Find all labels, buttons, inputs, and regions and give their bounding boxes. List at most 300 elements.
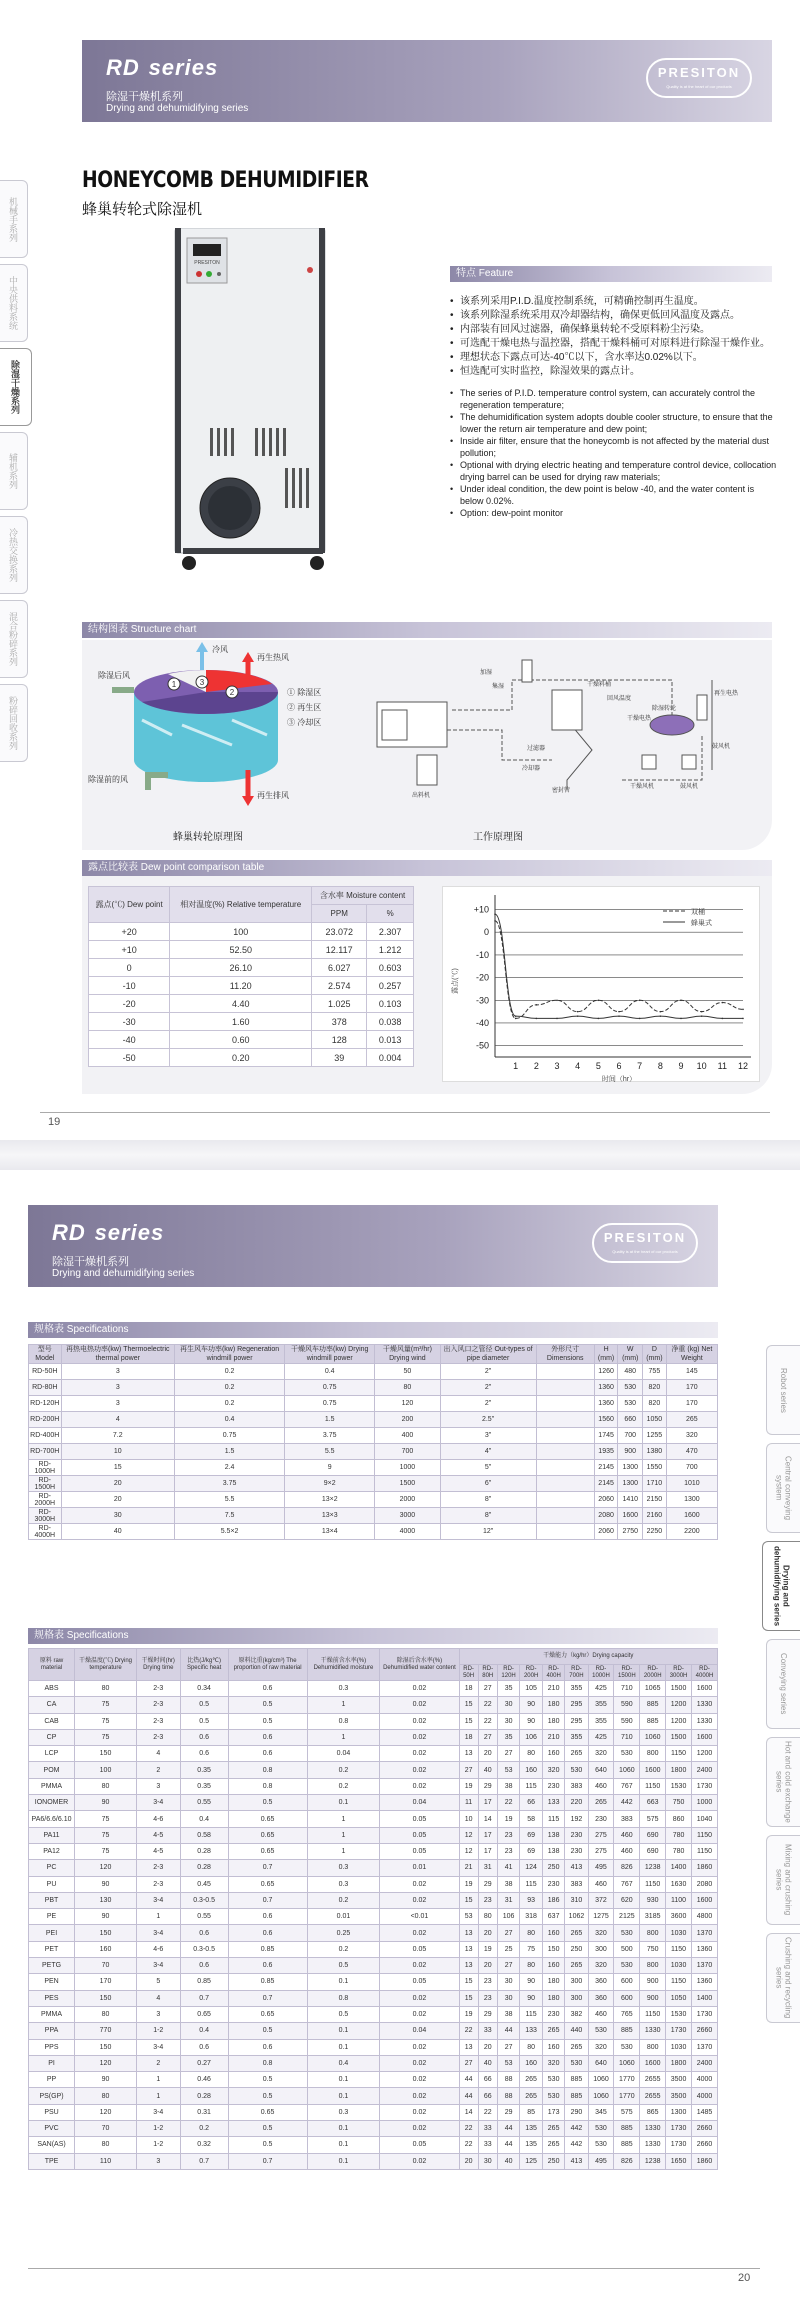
- spec-cell: 2080: [594, 1508, 618, 1524]
- mat-cell: 0.6: [228, 1909, 307, 1925]
- side-tab-drying-en[interactable]: Drying and dehumidifying series: [762, 1541, 800, 1631]
- mat-row: [29, 1746, 718, 1762]
- mat-cell: 150: [542, 1941, 565, 1957]
- mat-cell: 2655: [640, 2088, 666, 2104]
- feature-en-3: • Inside air filter, ensure that the honeycomb is not affected by the material dust pollution;: [450, 435, 780, 459]
- spec-cell: [536, 1460, 594, 1476]
- mat-cell: 44: [497, 2121, 520, 2137]
- dew-point-chart-svg: [443, 887, 761, 1083]
- mat-cell: 0.5: [228, 2121, 307, 2137]
- dew-row: [89, 1013, 414, 1031]
- dew-cell: -10: [89, 977, 170, 995]
- mat-cell: 21: [459, 1860, 478, 1876]
- mat-cell: 138: [542, 1827, 565, 1843]
- mat-model-header: RD-2000H: [640, 1665, 666, 1681]
- mat-cell: 85: [520, 2104, 543, 2120]
- mat-model-header: RD-3000H: [666, 1665, 692, 1681]
- flow-label-12: 鼓风机: [712, 744, 731, 750]
- spec-cell: 2000: [375, 1492, 440, 1508]
- data-point-s1: [701, 1011, 703, 1013]
- mat-cell: 1800: [666, 2055, 692, 2071]
- mat-cell: 0.65: [228, 2104, 307, 2120]
- mat-cell: 495: [588, 2153, 614, 2169]
- mat-cell: 2660: [691, 2137, 717, 2153]
- mat-cell: 210: [542, 1729, 565, 1745]
- side-tab-crushing-en[interactable]: Crushing and recycling series: [766, 1933, 800, 2023]
- mat-cell: PBT: [29, 1892, 75, 1908]
- mat-cell: 30: [497, 1990, 520, 2006]
- mat-cell: 750: [640, 1941, 666, 1957]
- mat-cell: 1600: [691, 1892, 717, 1908]
- side-tab-robot-en[interactable]: Robot series: [766, 1345, 800, 1435]
- feature-en-2: • The dehumidification system adopts double cooler structure, to ensure that the lower the return air temperature and dew point;: [450, 411, 780, 435]
- mat-cell: 590: [614, 1713, 640, 1729]
- mat-cell: 900: [640, 1990, 666, 2006]
- mat-cell: 106: [497, 1909, 520, 1925]
- brand-name-2: PRESITON: [603, 1230, 687, 1245]
- mat-cell: 192: [565, 1811, 588, 1827]
- data-point-s2: [742, 1018, 744, 1020]
- mat-cell: 180: [542, 1990, 565, 2006]
- mat-cell: 1150: [666, 1974, 692, 1990]
- mat-cell: 0.65: [228, 1843, 307, 1859]
- dew-cell: +20: [89, 923, 170, 941]
- mat-cell: 0.02: [380, 1990, 459, 2006]
- mat-cell: 120: [75, 2104, 137, 2120]
- spec-cell: 120: [375, 1396, 440, 1412]
- mat-cell: 885: [565, 2072, 588, 2088]
- spec-cell: 1935: [594, 1444, 618, 1460]
- mat-cell: 800: [640, 1958, 666, 1974]
- mat-model-header: RD-200H: [520, 1665, 543, 1681]
- mat-model-header: RD-400H: [542, 1665, 565, 1681]
- dew-cell: 2.574: [312, 977, 367, 995]
- mat-cell: PET: [29, 1941, 75, 1957]
- flow-label-8: 除湿转轮: [652, 706, 677, 712]
- mat-cell: 69: [520, 1843, 543, 1859]
- side-tab-conveying-en[interactable]: Conveying series: [766, 1639, 800, 1729]
- brand-logo-2: [592, 1223, 698, 1263]
- mat-cell: 0.7: [180, 1990, 228, 2006]
- flow-label-5: 出料机: [412, 793, 431, 799]
- mat-cell: 22: [478, 1713, 497, 1729]
- mat-cell: 0.31: [180, 2104, 228, 2120]
- dew-cell: 12.117: [312, 941, 367, 959]
- spec-cell: 700: [666, 1460, 717, 1476]
- mat-cell: 20: [478, 1958, 497, 1974]
- mat-cell: 290: [565, 2104, 588, 2120]
- mat-row: [29, 1941, 718, 1957]
- dew-row: [89, 1049, 414, 1067]
- mat-cell: 15: [459, 1697, 478, 1713]
- product-title-cn: 蜂巢转轮式除湿机: [82, 201, 203, 218]
- side-tab-exchange-en[interactable]: Hot and cold exchange series: [766, 1737, 800, 1827]
- x-tick-label: 8: [657, 1061, 663, 1071]
- spec-cell: 2060: [594, 1492, 618, 1508]
- brand-logo: [646, 58, 752, 98]
- page19-rule: [40, 1112, 770, 1113]
- mat-cell: 3500: [666, 2088, 692, 2104]
- wheel-caption: 蜂巢转轮原理图: [173, 832, 243, 843]
- mat-cell: 265: [565, 1958, 588, 1974]
- mat-cell: 860: [666, 1811, 692, 1827]
- mat-cell: 750: [666, 1795, 692, 1811]
- mat-cell: 425: [588, 1729, 614, 1745]
- spec-cell: RD-700H: [29, 1444, 62, 1460]
- mat-cell: 80: [478, 1909, 497, 1925]
- flow-label-10: 冷却器: [522, 766, 541, 772]
- data-point-s2: [639, 1018, 641, 1020]
- wheel-label-regen-wind: 再生热风: [257, 653, 289, 662]
- spec-cell: 2750: [618, 1524, 643, 1540]
- mat-cell: 120: [75, 2055, 137, 2071]
- mat-cell: 442: [565, 2121, 588, 2137]
- dew-cell: 378: [312, 1013, 367, 1031]
- mat-cell: 0.65: [228, 1827, 307, 1843]
- mat-cell: 1150: [640, 1778, 666, 1794]
- spec-col-header: 干燥风量(m³/hr) Drying wind: [375, 1345, 440, 1364]
- mat-cell: 295: [565, 1697, 588, 1713]
- mat-cell: 53: [497, 2055, 520, 2071]
- mat-cell: 0.35: [180, 1762, 228, 1778]
- mat-cell: 13: [459, 1746, 478, 1762]
- x-tick-label: 9: [678, 1061, 684, 1071]
- mat-cell: 885: [565, 2088, 588, 2104]
- mat-cell: 0.1: [307, 1795, 380, 1811]
- mat-cell: 38: [497, 1876, 520, 1892]
- spec-row: [29, 1428, 718, 1444]
- mat-cell: 1300: [666, 2104, 692, 2120]
- mat-cell: 0.02: [380, 1778, 459, 1794]
- feature-list: [450, 295, 780, 527]
- spec-cell: 2250: [643, 1524, 667, 1540]
- spec-cell: 1500: [375, 1476, 440, 1492]
- mat-cell: 27: [459, 1762, 478, 1778]
- mat-cell: 33: [478, 2023, 497, 2039]
- side-tab-robot[interactable]: 机械手系列: [0, 180, 28, 258]
- mat-cell: 88: [497, 2088, 520, 2104]
- mat-cell: 1060: [588, 2088, 614, 2104]
- mat-cell: 1360: [691, 1974, 717, 1990]
- spec-body: [29, 1364, 718, 1540]
- page20-rule: [28, 2268, 760, 2269]
- mat-cell: 53: [497, 1762, 520, 1778]
- mat-cell: PU: [29, 1876, 75, 1892]
- mat-cell: 29: [478, 1778, 497, 1794]
- mat-cell: 22: [497, 1795, 520, 1811]
- mat-cell: 0.2: [307, 1778, 380, 1794]
- mat-cell: 3-4: [136, 1925, 180, 1941]
- mat-cell: 25: [497, 1941, 520, 1957]
- mat-cell: 0.55: [180, 1795, 228, 1811]
- mat-cell: 115: [520, 1876, 543, 1892]
- spec-cell: RD-50H: [29, 1364, 62, 1380]
- mat-cell: 23: [478, 1974, 497, 1990]
- mat-cell: 355: [565, 1681, 588, 1697]
- svg-text:2: 2: [229, 688, 235, 697]
- mat-cell: 0.1: [307, 1974, 380, 1990]
- mat-row: [29, 1762, 718, 1778]
- feature-cn-1: • 该系列采用P.I.D.温度控制系统，可精确控制再生温度。: [450, 295, 780, 309]
- data-point-s1: [577, 1011, 579, 1013]
- mat-cell: 0.5: [228, 2023, 307, 2039]
- mat-cell: 1530: [666, 2006, 692, 2022]
- mat-cell: 13: [459, 2039, 478, 2055]
- mat-cell: 17: [478, 1843, 497, 1859]
- mat-cell: 115: [520, 2006, 543, 2022]
- mat-cell: 31: [478, 1860, 497, 1876]
- mat-cell: 80: [75, 2088, 137, 2104]
- mat-cell: 2080: [691, 1876, 717, 1892]
- side-tab-mixing-en[interactable]: Mixing and crushing series: [766, 1835, 800, 1925]
- mat-cell: 620: [614, 1892, 640, 1908]
- y-tick-label: +10: [473, 904, 489, 915]
- spec-cell: 530: [618, 1380, 643, 1396]
- mat-cell: 1: [136, 1909, 180, 1925]
- spec-cell: 80: [375, 1380, 440, 1396]
- spec-cell: 2145: [594, 1460, 618, 1476]
- mat-cell: 1400: [691, 1990, 717, 2006]
- mat-cell: 44: [459, 2072, 478, 2088]
- mat-cell: 13: [459, 1958, 478, 1974]
- mat-cell: 210: [542, 1681, 565, 1697]
- mat-cell: 90: [75, 2072, 137, 2088]
- mat-cell: 0.7: [228, 1892, 307, 1908]
- spec-cell: 15: [61, 1460, 174, 1476]
- mat-cell: 3-4: [136, 1892, 180, 1908]
- side-tab-mixing[interactable]: 混合粉碎系列: [0, 600, 28, 678]
- mat-cell: 530: [614, 1746, 640, 1762]
- mat-cell: 69: [520, 1827, 543, 1843]
- mat-row: [29, 1778, 718, 1794]
- side-tab-crushing[interactable]: 粉碎回收系列: [0, 684, 28, 762]
- mat-cell: 900: [640, 1974, 666, 1990]
- mat-cell: 383: [614, 1811, 640, 1827]
- mat-cell: 0.6: [180, 1925, 228, 1941]
- mat-row: [29, 2137, 718, 2153]
- data-point-s1: [598, 999, 600, 1001]
- mat-cell: 0.7: [228, 1990, 307, 2006]
- mat-cell: 1600: [691, 1681, 717, 1697]
- feature-cn-5: • 理想状态下露点可达-40℃以下，含水率达0.02%以下。: [450, 351, 780, 365]
- mat-cell: PES: [29, 1990, 75, 2006]
- mat-cell: 0.05: [380, 1974, 459, 1990]
- spec-cell: 13×4: [285, 1524, 375, 1540]
- structure-diagrams: [82, 640, 772, 850]
- data-point-s1: [536, 1004, 538, 1006]
- x-tick-label: 10: [696, 1061, 707, 1071]
- mat-cell: 590: [614, 1697, 640, 1713]
- mat-cell: 0.2: [307, 1762, 380, 1778]
- mat-cell: 1-2: [136, 2023, 180, 2039]
- mat-cell: 765: [614, 2006, 640, 2022]
- mat-cell: 124: [520, 1860, 543, 1876]
- mat-cell: 710: [614, 1681, 640, 1697]
- mat-cell: 160: [542, 1925, 565, 1941]
- spec-cell: 1.5: [285, 1412, 375, 1428]
- mat-cell: 383: [565, 1778, 588, 1794]
- mat-cell: 1730: [666, 2121, 692, 2137]
- mat-cell: 530: [542, 2072, 565, 2088]
- mat-cell: 0.8: [307, 1713, 380, 1729]
- mat-cell: CP: [29, 1729, 75, 1745]
- dew-cell: 26.10: [170, 959, 312, 977]
- mat-cell: 17: [478, 1795, 497, 1811]
- mat-cell: 138: [542, 1843, 565, 1859]
- mat-cell: 0.85: [228, 1941, 307, 1957]
- mat-cell: 3: [136, 2006, 180, 2022]
- mat-cell: 1730: [666, 2137, 692, 2153]
- mat-cell: 265: [542, 2121, 565, 2137]
- mat-cell: 120: [75, 1860, 137, 1876]
- data-point-s1: [556, 999, 558, 1001]
- mat-cell: 265: [520, 2072, 543, 2088]
- mat-cell: 0.7: [228, 2153, 307, 2169]
- mat-cell: 0.3: [307, 2104, 380, 2120]
- mat-cell: 0.02: [380, 1713, 459, 1729]
- spec-cell: 1255: [643, 1428, 667, 1444]
- mat-cell: 29: [478, 1876, 497, 1892]
- mat-cell: 575: [614, 2104, 640, 2120]
- mat-row: [29, 1795, 718, 1811]
- mat-cell: PC: [29, 1860, 75, 1876]
- spec-cell: 820: [643, 1380, 667, 1396]
- data-point-s1: [639, 999, 641, 1001]
- data-point-s2: [701, 1015, 703, 1017]
- spec-cell: 9×2: [285, 1476, 375, 1492]
- spec-cell: [536, 1428, 594, 1444]
- spec-cell: 5.5: [175, 1492, 285, 1508]
- x-tick-label: 4: [575, 1061, 581, 1071]
- mat-cell: 1030: [666, 2039, 692, 2055]
- mat-cell: 80: [75, 1681, 137, 1697]
- mat-cell: 22: [459, 2137, 478, 2153]
- spec-row: [29, 1508, 718, 1524]
- spec-cell: 5.5×2: [175, 1524, 285, 1540]
- wheel-legend-3: ③ 冷却区: [287, 718, 322, 727]
- spec-col-header: H (mm): [594, 1345, 618, 1364]
- mat-cell: 1238: [640, 1860, 666, 1876]
- spec-cell: 0.2: [175, 1396, 285, 1412]
- spec-cell: [536, 1364, 594, 1380]
- mat-cell: 265: [520, 2088, 543, 2104]
- spec-cell: [536, 1380, 594, 1396]
- side-tab-aux[interactable]: 辅机系列: [0, 432, 28, 510]
- x-tick-label: 6: [616, 1061, 622, 1071]
- side-tab-exchange[interactable]: 冷热交换系列: [0, 516, 28, 594]
- dew-cell: -20: [89, 995, 170, 1013]
- side-tab-central-en[interactable]: Central conveying system: [766, 1443, 800, 1533]
- mat-cell: 0.28: [180, 1843, 228, 1859]
- mat-cell: <0.01: [380, 1909, 459, 1925]
- spec-cell: 4000: [375, 1524, 440, 1540]
- mat-cell: 3-4: [136, 1958, 180, 1974]
- mat-row: [29, 2121, 718, 2137]
- spec-row: [29, 1380, 718, 1396]
- side-tab-drying[interactable]: 除湿干燥系列: [0, 348, 32, 426]
- mat-cell: 160: [520, 2055, 543, 2071]
- mat-cell: 1: [307, 1811, 380, 1827]
- mat-cell: 0.6: [228, 1681, 307, 1697]
- mat-cell: 530: [614, 2039, 640, 2055]
- mat-cell: 1100: [666, 1892, 692, 1908]
- mat-cell: 495: [588, 1860, 614, 1876]
- spec-cell: 9: [285, 1460, 375, 1476]
- page-number-19: 19: [48, 1116, 61, 1128]
- mat-cell: PA12: [29, 1843, 75, 1859]
- mat-row: [29, 1827, 718, 1843]
- mat-cell: 19: [478, 1941, 497, 1957]
- mat-cell: PP: [29, 2072, 75, 2088]
- mat-cell: PA11: [29, 1827, 75, 1843]
- feature-en-6: • Option: dew-point monitor: [450, 507, 780, 519]
- mat-cell: 160: [542, 1958, 565, 1974]
- mat-cell: 0.1: [307, 2088, 380, 2104]
- mat-cell: 150: [75, 1990, 137, 2006]
- mat-cell: 220: [565, 1795, 588, 1811]
- mat-cell: 20: [478, 1746, 497, 1762]
- wheel-label-dehum-before: 除湿后风: [98, 671, 130, 680]
- dew-cell: 0.257: [367, 977, 414, 995]
- mat-cell: 80: [75, 2006, 137, 2022]
- mat-cell: PA6/6.6/6.10: [29, 1811, 75, 1827]
- spec-cell: 900: [618, 1444, 643, 1460]
- mat-cell: 3-4: [136, 2039, 180, 2055]
- mat-cell: 767: [614, 1778, 640, 1794]
- spec-cell: 12": [440, 1524, 536, 1540]
- spec-cell: 1550: [643, 1460, 667, 1476]
- mat-cell: 4-6: [136, 1811, 180, 1827]
- spec-row: [29, 1412, 718, 1428]
- mat-model-header: RD-120H: [497, 1665, 520, 1681]
- mat-cell: 22: [459, 2121, 478, 2137]
- spec-cell: RD-1500H: [29, 1476, 62, 1492]
- mat-cell: 33: [478, 2137, 497, 2153]
- y-tick-label: -40: [475, 1017, 489, 1028]
- mat-cell: 275: [588, 1843, 614, 1859]
- spec-row: [29, 1444, 718, 1460]
- mat-cell: 15: [459, 1974, 478, 1990]
- mat-cell: 0.6: [180, 1729, 228, 1745]
- mat-cell: 1-2: [136, 2121, 180, 2137]
- mat-cell: 0.55: [180, 1909, 228, 1925]
- mat-cell: 1370: [691, 1925, 717, 1941]
- mat-cell: 1330: [691, 1713, 717, 1729]
- mat-row: [29, 1713, 718, 1729]
- spec-cell: [536, 1492, 594, 1508]
- mat-cell: 500: [614, 1941, 640, 1957]
- flow-label-14: 鼓风机: [680, 784, 699, 790]
- flow-label-9: 干燥电热: [627, 716, 652, 722]
- mat-cell: 637: [542, 1909, 565, 1925]
- mat-cell: 0.5: [228, 1697, 307, 1713]
- mat-cell: 2-3: [136, 1876, 180, 1892]
- mat-cell: 106: [520, 1729, 543, 1745]
- mat-cell: 320: [588, 1958, 614, 1974]
- mat-cell: 0.05: [380, 1827, 459, 1843]
- spec-cell: 1710: [643, 1476, 667, 1492]
- mat-cell: 530: [565, 2055, 588, 2071]
- mat-cell: 230: [565, 1827, 588, 1843]
- mat-model-header: RD-1500H: [614, 1665, 640, 1681]
- spec-cell: RD-1000H: [29, 1460, 62, 1476]
- dew-cell: 100: [170, 923, 312, 941]
- mat-cell: 2125: [614, 1909, 640, 1925]
- mat-cell: 1060: [588, 2072, 614, 2088]
- side-tab-central[interactable]: 中央供料系统: [0, 264, 28, 342]
- mat-cell: 186: [542, 1892, 565, 1908]
- mat-cell: 0.02: [380, 2088, 459, 2104]
